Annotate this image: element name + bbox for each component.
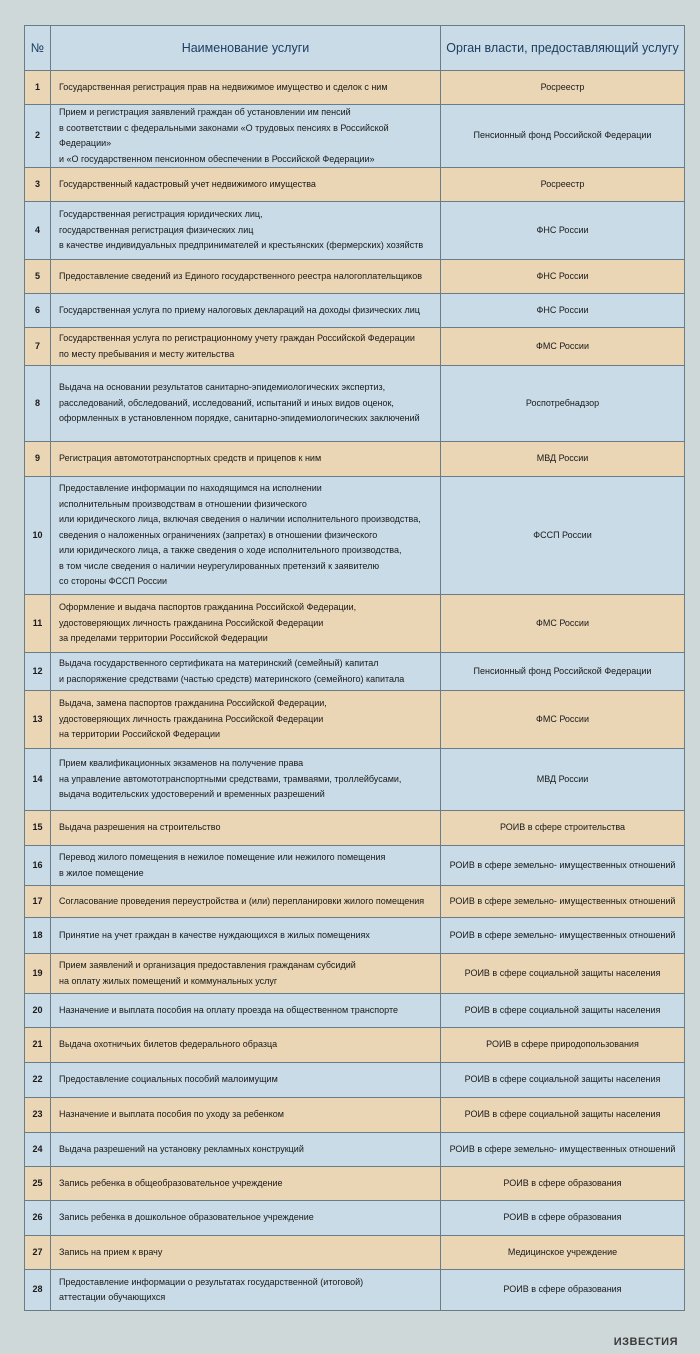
authority-name: РОИВ в сфере социальной защиты населения bbox=[441, 1063, 685, 1098]
authority-name: Росреестр bbox=[441, 71, 685, 105]
row-number: 7 bbox=[25, 328, 51, 366]
row-number: 13 bbox=[25, 691, 51, 749]
authority-name: МВД России bbox=[441, 749, 685, 811]
row-number: 9 bbox=[25, 442, 51, 477]
row-number: 6 bbox=[25, 294, 51, 328]
authority-name: РОИВ в сфере образования bbox=[441, 1201, 685, 1236]
authority-name: ФНС России bbox=[441, 260, 685, 294]
row-number: 1 bbox=[25, 71, 51, 105]
row-number: 8 bbox=[25, 366, 51, 442]
row-number: 28 bbox=[25, 1270, 51, 1311]
authority-name: РОИВ в сфере земельно- имущественных отношений bbox=[441, 1133, 685, 1167]
row-number: 24 bbox=[25, 1133, 51, 1167]
row-number: 2 bbox=[25, 105, 51, 168]
authority-name: ФНС России bbox=[441, 294, 685, 328]
table-row bbox=[25, 71, 685, 105]
service-name: Регистрация автомототранспортных средств и прицепов к ним bbox=[51, 442, 441, 477]
service-name: Оформление и выдача паспортов гражданина Российской Федерации, удостоверяющих личность гражданина Российской Федерации за пределами территории Российской Федерации bbox=[51, 595, 441, 653]
service-name: Выдача, замена паспортов гражданина Российской Федерации, удостоверяющих личность гражданина Российской Федерации на территории Российской Федерации bbox=[51, 691, 441, 749]
table-row bbox=[25, 994, 685, 1028]
table-row bbox=[25, 691, 685, 749]
row-number: 4 bbox=[25, 202, 51, 260]
izvestia-logo: ИЗВЕСТИЯ bbox=[613, 1336, 678, 1348]
header-authority: Орган власти, предоставляющий услугу bbox=[441, 26, 685, 71]
authority-name: РОИВ в сфере образования bbox=[441, 1270, 685, 1311]
service-name: Согласование проведения переустройства и (или) перепланировки жилого помещения bbox=[51, 886, 441, 918]
table-row bbox=[25, 1167, 685, 1201]
service-name: Перевод жилого помещения в нежилое помещение или нежилого помещения в жилое помещение bbox=[51, 846, 441, 886]
service-name: Запись на прием к врачу bbox=[51, 1236, 441, 1270]
table-row bbox=[25, 886, 685, 918]
service-name: Выдача охотничьих билетов федерального образца bbox=[51, 1028, 441, 1063]
service-name: Государственная услуга по приему налоговых деклараций на доходы физических лиц bbox=[51, 294, 441, 328]
authority-name: РОИВ в сфере социальной защиты населения bbox=[441, 994, 685, 1028]
service-name: Выдача государственного сертификата на материнский (семейный) капитал и распоряжение средствами (частью средств) материнского (семейного) капитала bbox=[51, 653, 441, 691]
service-name: Запись ребенка в общеобразовательное учреждение bbox=[51, 1167, 441, 1201]
table-row bbox=[25, 294, 685, 328]
table-row bbox=[25, 653, 685, 691]
authority-name: РОИВ в сфере земельно- имущественных отношений bbox=[441, 886, 685, 918]
authority-name: РОИВ в сфере социальной защиты населения bbox=[441, 954, 685, 994]
table-row bbox=[25, 260, 685, 294]
table-row bbox=[25, 477, 685, 595]
table-row bbox=[25, 595, 685, 653]
table-row bbox=[25, 1028, 685, 1063]
row-number: 21 bbox=[25, 1028, 51, 1063]
authority-name: Пенсионный фонд Российской Федерации bbox=[441, 105, 685, 168]
row-number: 11 bbox=[25, 595, 51, 653]
table-row bbox=[25, 749, 685, 811]
authority-name: РОИВ в сфере земельно- имущественных отношений bbox=[441, 846, 685, 886]
service-name: Государственная регистрация прав на недвижимое имущество и сделок с ним bbox=[51, 71, 441, 105]
service-name: Предоставление социальных пособий малоимущим bbox=[51, 1063, 441, 1098]
table-row bbox=[25, 202, 685, 260]
service-name: Прием заявлений и организация предоставления гражданам субсидий на оплату жилых помещений и коммунальных услуг bbox=[51, 954, 441, 994]
authority-name: МВД России bbox=[441, 442, 685, 477]
authority-name: ФМС России bbox=[441, 328, 685, 366]
table-row bbox=[25, 442, 685, 477]
row-number: 25 bbox=[25, 1167, 51, 1201]
table-body bbox=[25, 71, 685, 1311]
table-row bbox=[25, 168, 685, 202]
service-name: Выдача на основании результатов санитарно-эпидемиологических экспертиз, расследований, обследований, исследований, испытаний и иных видов оценок, оформленных в установленном порядке, санитарно-эпидемиологических заключений bbox=[51, 366, 441, 442]
row-number: 10 bbox=[25, 477, 51, 595]
row-number: 5 bbox=[25, 260, 51, 294]
service-name: Принятие на учет граждан в качестве нуждающихся в жилых помещениях bbox=[51, 918, 441, 954]
row-number: 23 bbox=[25, 1098, 51, 1133]
row-number: 27 bbox=[25, 1236, 51, 1270]
table-row bbox=[25, 1098, 685, 1133]
row-number: 12 bbox=[25, 653, 51, 691]
table-row bbox=[25, 1201, 685, 1236]
row-number: 26 bbox=[25, 1201, 51, 1236]
authority-name: ФМС России bbox=[441, 595, 685, 653]
table-row bbox=[25, 1133, 685, 1167]
authority-name: ФНС России bbox=[441, 202, 685, 260]
row-number: 3 bbox=[25, 168, 51, 202]
service-name: Государственная регистрация юридических лиц, государственная регистрация физических лиц в качестве индивидуальных предпринимателей и крестьянских (фермерских) хозяйств bbox=[51, 202, 441, 260]
authority-name: РОИВ в сфере строительства bbox=[441, 811, 685, 846]
table-row bbox=[25, 954, 685, 994]
service-name: Прием квалификационных экзаменов на получение права на управление автомототранспортными средствами, трамваями, троллейбусами, выдача водительских удостоверений и временных разрешений bbox=[51, 749, 441, 811]
service-name: Выдача разрешения на строительство bbox=[51, 811, 441, 846]
service-name: Предоставление информации о результатах государственной (итоговой) аттестации обучающихся bbox=[51, 1270, 441, 1311]
table-row bbox=[25, 846, 685, 886]
table-row bbox=[25, 366, 685, 442]
row-number: 19 bbox=[25, 954, 51, 994]
authority-name: Пенсионный фонд Российской Федерации bbox=[441, 653, 685, 691]
service-name: Назначение и выплата пособия на оплату проезда на общественном транспорте bbox=[51, 994, 441, 1028]
authority-name: РОИВ в сфере земельно- имущественных отношений bbox=[441, 918, 685, 954]
table-row bbox=[25, 328, 685, 366]
row-number: 22 bbox=[25, 1063, 51, 1098]
authority-name: Росреестр bbox=[441, 168, 685, 202]
row-number: 20 bbox=[25, 994, 51, 1028]
service-name: Предоставление информации по находящимся на исполнении исполнительным производствам в отношении физического или юридического лица, включая сведения о наличии исполнительного производства, сведения о наложенных ограничениях (запретах) в отношении физического или юридического лица, а также сведения о ходе исполнительного производства, в том числе сведения о наличии неурегулированных претензий к заявителю со стороны ФССП России bbox=[51, 477, 441, 595]
authority-name: РОИВ в сфере природопользования bbox=[441, 1028, 685, 1063]
authority-name: Медицинское учреждение bbox=[441, 1236, 685, 1270]
table-row bbox=[25, 1063, 685, 1098]
authority-name: ФССП России bbox=[441, 477, 685, 595]
services-table bbox=[24, 25, 685, 1311]
table-row bbox=[25, 105, 685, 168]
row-number: 15 bbox=[25, 811, 51, 846]
authority-name: РОИВ в сфере образования bbox=[441, 1167, 685, 1201]
service-name: Государственная услуга по регистрационному учету граждан Российской Федерации по месту пребывания и месту жительства bbox=[51, 328, 441, 366]
authority-name: РОИВ в сфере социальной защиты населения bbox=[441, 1098, 685, 1133]
header-number: № bbox=[25, 26, 51, 71]
row-number: 14 bbox=[25, 749, 51, 811]
service-name: Прием и регистрация заявлений граждан об установлении им пенсий в соответствии с федеральными законами «О трудовых пенсиях в Российской Федерации» и «О государственном пенсионном обеспечении в Российской Федерации» bbox=[51, 105, 441, 168]
table-row bbox=[25, 811, 685, 846]
service-name: Предоставление сведений из Единого государственного реестра налогоплательщиков bbox=[51, 260, 441, 294]
table-row bbox=[25, 1270, 685, 1311]
service-name: Выдача разрешений на установку рекламных конструкций bbox=[51, 1133, 441, 1167]
table-header-row bbox=[25, 26, 685, 71]
authority-name: Роспотребнадзор bbox=[441, 366, 685, 442]
service-name: Назначение и выплата пособия по уходу за ребенком bbox=[51, 1098, 441, 1133]
service-name: Государственный кадастровый учет недвижимого имущества bbox=[51, 168, 441, 202]
table-row bbox=[25, 918, 685, 954]
header-service: Наименование услуги bbox=[51, 26, 441, 71]
service-name: Запись ребенка в дошкольное образовательное учреждение bbox=[51, 1201, 441, 1236]
table-row bbox=[25, 1236, 685, 1270]
row-number: 17 bbox=[25, 886, 51, 918]
row-number: 16 bbox=[25, 846, 51, 886]
row-number: 18 bbox=[25, 918, 51, 954]
authority-name: ФМС России bbox=[441, 691, 685, 749]
